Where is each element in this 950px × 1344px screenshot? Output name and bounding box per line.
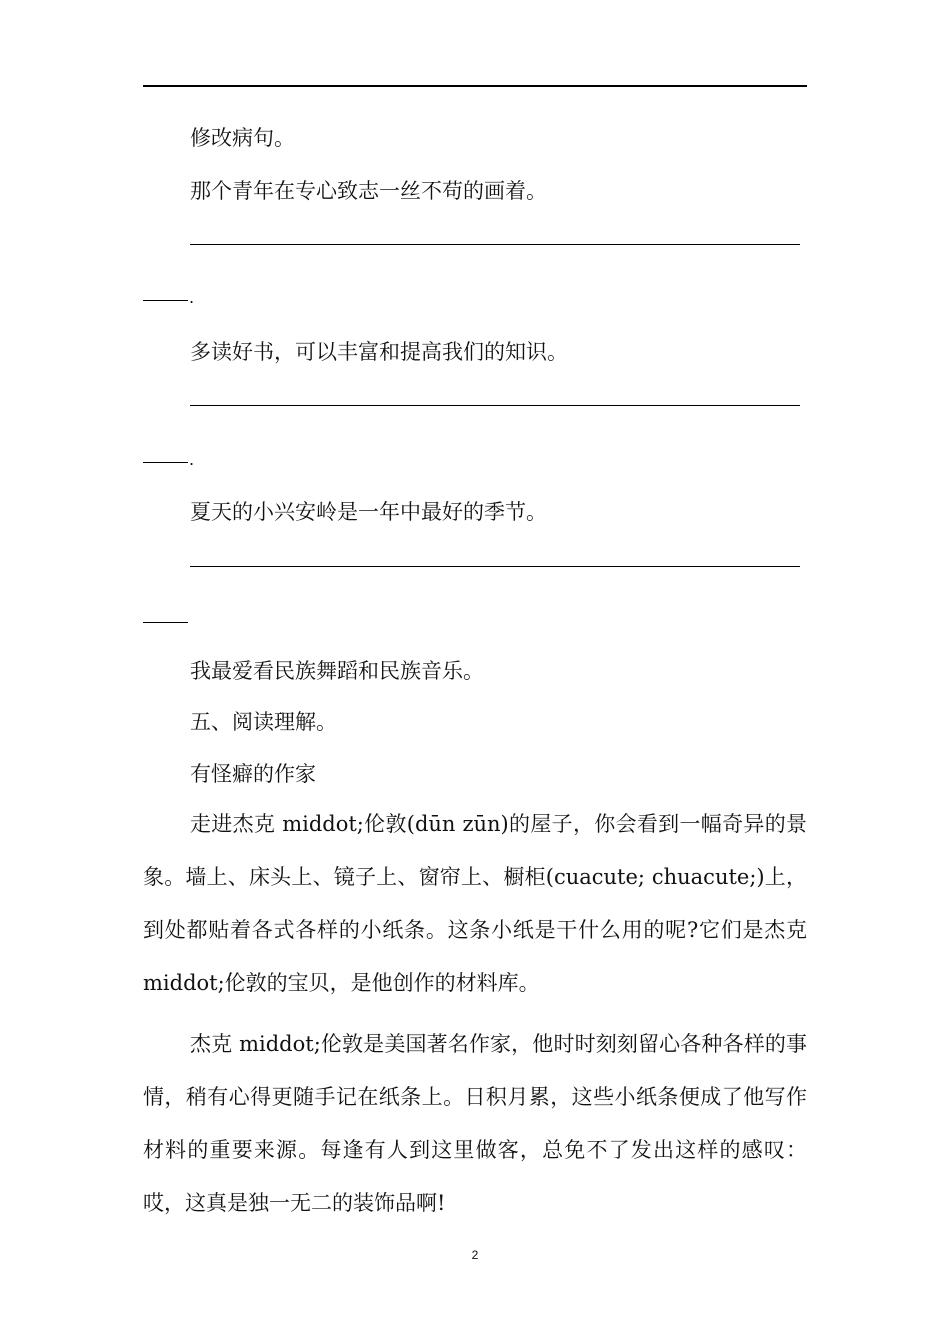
page-number: 2 (471, 1248, 479, 1262)
passage-paragraph-2 (143, 1018, 807, 1230)
answer-line-3-continuation (143, 622, 188, 623)
header-rule (143, 85, 807, 87)
answer-line-1-dot: . (189, 288, 195, 307)
paragraph-1-text: 走进杰克 middot;伦敦(dūn zūn)的屋子，你会看到一幅奇异的景象。墙上、床头上、镜子上、窗帘上、橱柜(cuacute; chuacute;)上，到处都贴着各式各样的小纸条。这条小纸是干什么用的呢?它们是杰克 middot;伦敦的宝贝，是他创作的材料库。 (143, 812, 807, 995)
section-heading-reading: 五、阅读理解。 (190, 710, 337, 734)
answer-line-1-continuation (143, 300, 188, 301)
answer-line-1[interactable] (190, 244, 800, 245)
sentence-3: 夏天的小兴安岭是一年中最好的季节。 (190, 500, 547, 524)
answer-line-2[interactable] (190, 405, 800, 406)
answer-line-3[interactable] (190, 566, 800, 567)
sentence-2: 多读好书，可以丰富和提高我们的知识。 (190, 340, 568, 364)
passage-paragraph-1 (143, 798, 807, 1010)
sentence-1: 那个青年在专心致志一丝不苟的画着。 (190, 179, 547, 203)
answer-line-2-continuation (143, 462, 188, 463)
section-heading-revise: 修改病句。 (190, 126, 295, 150)
paragraph-2-text: 杰克 middot;伦敦是美国著名作家，他时时刻刻留心各种各样的事情，稍有心得更随手记在纸条上。日积月累，这些小纸条便成了他写作材料的重要来源。每逢有人到这里做客，总免不了发出这样的感叹：哎，这真是独一无二的装饰品啊! (143, 1032, 807, 1215)
passage-title: 有怪癖的作家 (190, 762, 316, 786)
answer-line-2-dot: . (189, 450, 195, 469)
sentence-4: 我最爱看民族舞蹈和民族音乐。 (190, 659, 484, 683)
